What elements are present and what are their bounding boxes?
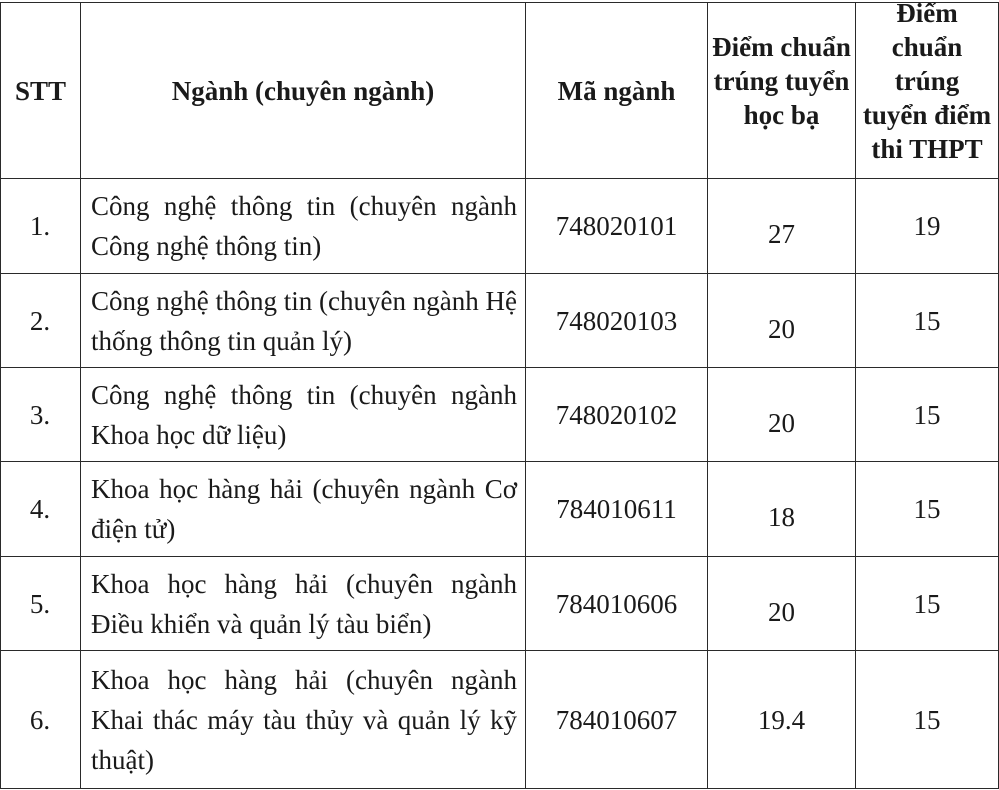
- row-score-hocba-value: 20: [768, 407, 795, 438]
- row-major: Khoa học hàng hải (chuyên ngành Cơ điện tử): [81, 462, 526, 557]
- row-code: 748020103: [526, 274, 708, 368]
- table-row: [1, 462, 999, 557]
- header-score-hocba-text: Điểm chuẩn trúng tuyển học bạ: [712, 31, 851, 130]
- row-code: 748020102: [526, 368, 708, 462]
- row-stt: 4.: [1, 462, 81, 557]
- row-score-thpt: [856, 368, 999, 462]
- row-stt: 6.: [1, 651, 81, 789]
- row-major: Công nghệ thông tin (chuyên ngành Hệ thống thông tin quản lý): [81, 274, 526, 368]
- row-stt: 3.: [1, 368, 81, 462]
- table-row: [1, 179, 999, 274]
- row-score-thpt-value: 15: [913, 494, 941, 524]
- header-major: Ngành (chuyên ngành): [81, 3, 526, 179]
- header-code: Mã ngành: [526, 3, 708, 179]
- row-code: 784010611: [526, 462, 708, 557]
- row-score-hocba-value: 20: [768, 313, 795, 344]
- row-major: Khoa học hàng hải (chuyên ngành Điều khiển và quản lý tàu biển): [81, 557, 526, 651]
- row-score-hocba: [708, 368, 856, 462]
- row-score-hocba: [708, 651, 856, 789]
- row-score-hocba: [708, 462, 856, 557]
- row-stt: 5.: [1, 557, 81, 651]
- row-major: Khoa học hàng hải (chuyên ngành Khai thác máy tàu thủy và quản lý kỹ thuật): [81, 651, 526, 789]
- row-score-hocba: [708, 274, 856, 368]
- row-score-hocba-value: 19.4: [757, 704, 806, 735]
- row-score-thpt: [856, 651, 999, 789]
- row-score-thpt: [856, 557, 999, 651]
- table-row: [1, 274, 999, 368]
- row-score-hocba-value: 27: [768, 219, 795, 249]
- row-score-thpt-value: 15: [913, 588, 941, 619]
- row-score-thpt: [856, 462, 999, 557]
- table-row: [1, 651, 999, 789]
- table-row: [1, 368, 999, 462]
- row-score-thpt: [856, 274, 999, 368]
- row-score-thpt-value: 19: [913, 211, 941, 241]
- row-score-thpt-value: 15: [913, 704, 941, 735]
- row-code: 784010607: [526, 651, 708, 789]
- header-score-thpt-text: Điểm chuẩn trúng tuyển điểm thi THPT: [862, 0, 992, 164]
- row-code: 748020101: [526, 179, 708, 274]
- row-score-thpt-value: 15: [913, 399, 941, 430]
- header-stt: STT: [1, 3, 81, 179]
- row-code: 784010606: [526, 557, 708, 651]
- row-score-thpt-value: 15: [913, 305, 941, 336]
- row-score-hocba: [708, 557, 856, 651]
- row-score-thpt: [856, 179, 999, 274]
- row-score-hocba: [708, 179, 856, 274]
- admission-scores-table: [0, 2, 999, 789]
- table-header-row: [1, 3, 999, 179]
- header-score-hocba: [708, 3, 856, 179]
- row-major: Công nghệ thông tin (chuyên ngành Khoa học dữ liệu): [81, 368, 526, 462]
- header-score-thpt: [856, 0, 999, 179]
- row-stt: 1.: [1, 179, 81, 274]
- row-score-hocba-value: 20: [768, 596, 795, 627]
- table-row: [1, 557, 999, 651]
- row-major: Công nghệ thông tin (chuyên ngành Công nghệ thông tin): [81, 179, 526, 274]
- row-score-hocba-value: 18: [768, 502, 795, 532]
- row-stt: 2.: [1, 274, 81, 368]
